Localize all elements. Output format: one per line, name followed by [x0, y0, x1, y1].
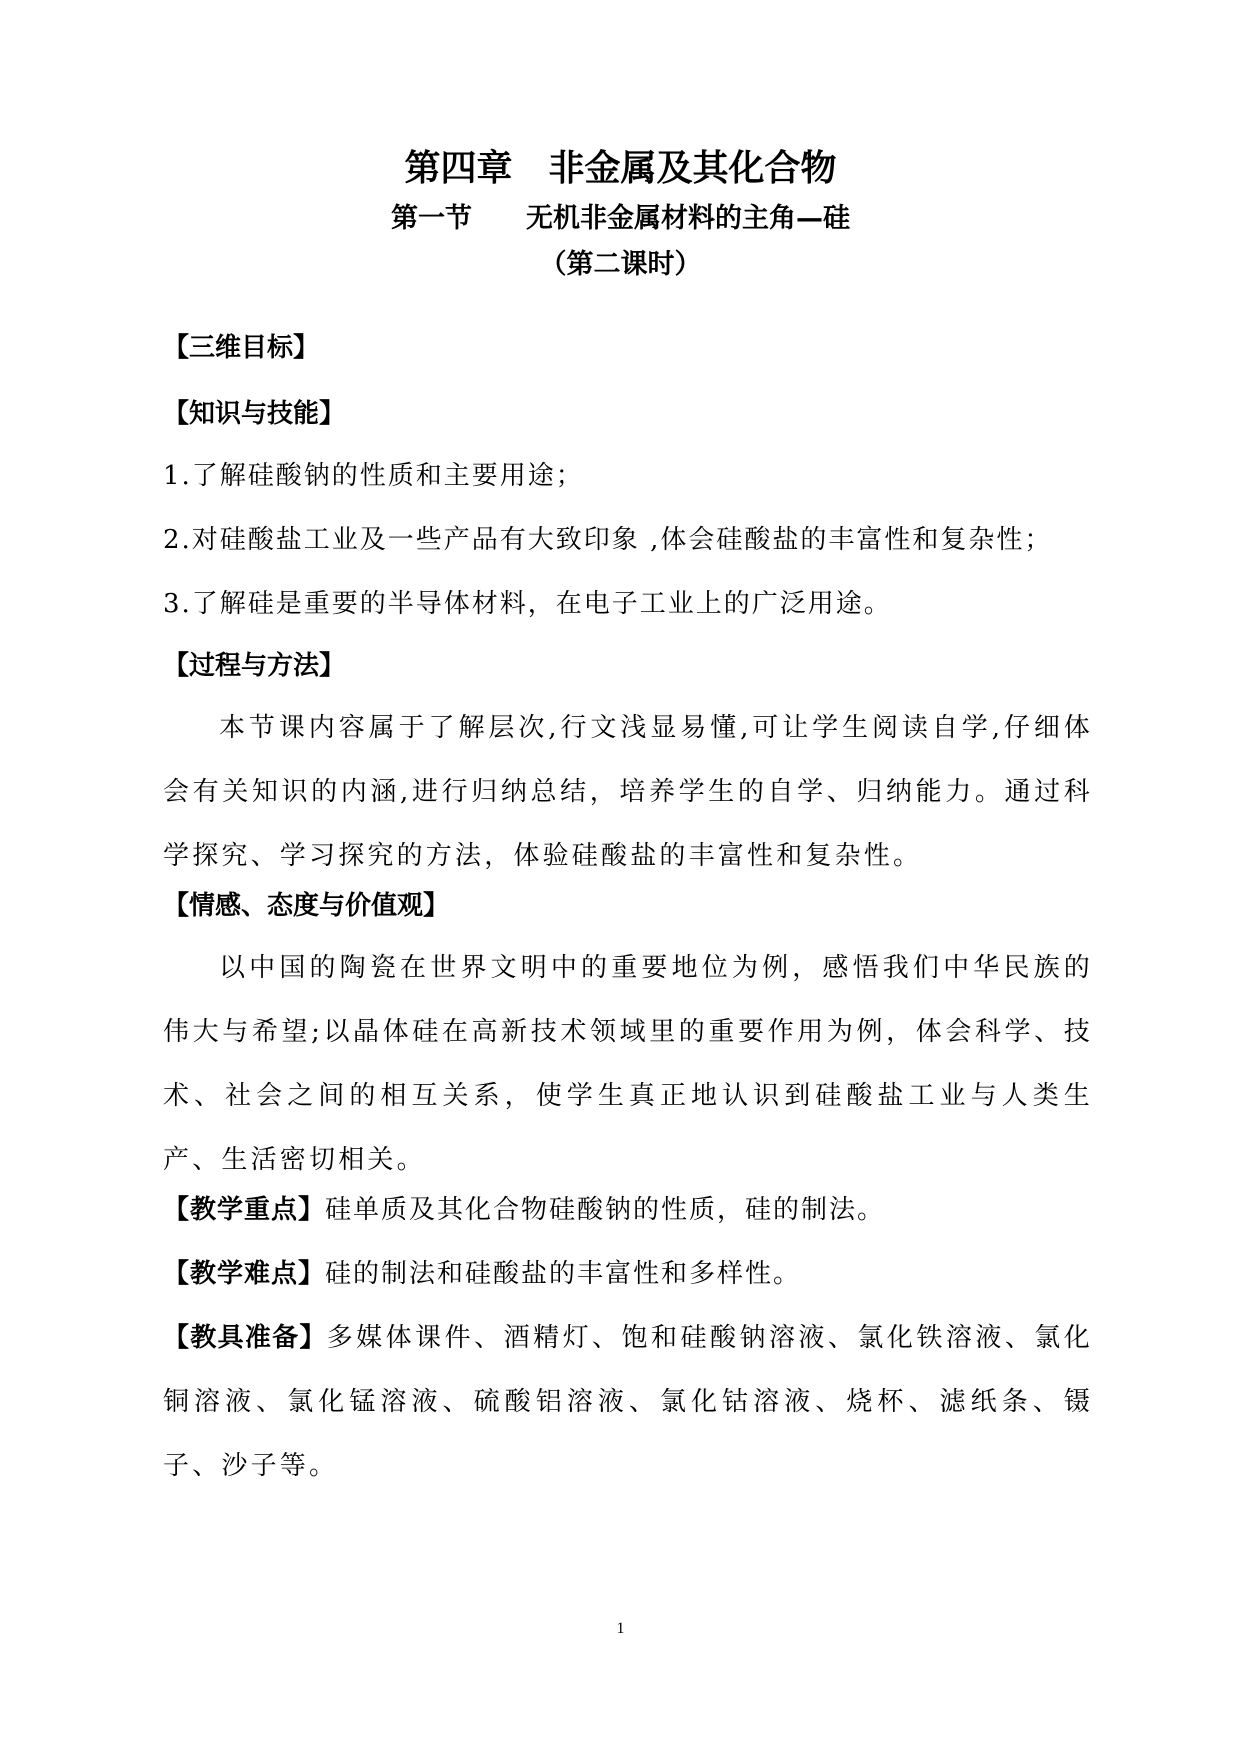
process-methods-heading: 【过程与方法】 — [163, 651, 346, 681]
materials-heading: 【教具准备】 — [163, 1323, 327, 1353]
materials-paragraph — [163, 1306, 1093, 1498]
chapter-title: 第四章 非金属及其化合物 — [404, 148, 837, 189]
lesson-subtitle: （第二课时） — [539, 249, 702, 280]
knowledge-item-3: 3.了解硅是重要的半导体材料，在电子工业上的广泛用途。 — [163, 589, 892, 619]
key-points-line — [163, 1192, 885, 1228]
section-title: 第一节 无机非金属材料的主角—硅 — [391, 203, 850, 234]
difficult-points-heading: 【教学难点】 — [163, 1259, 326, 1289]
difficult-points-line — [163, 1256, 801, 1292]
key-points-heading: 【教学重点】 — [163, 1195, 326, 1225]
page-number: 1 — [616, 1620, 625, 1637]
knowledge-item-2: 2.对硅酸盐工业及一些产品有大致印象 ,体会硅酸盐的丰富性和复杂性； — [163, 525, 1053, 555]
key-points-text: 硅单质及其化合物硅酸钠的性质，硅的制法。 — [325, 1195, 886, 1225]
knowledge-skills-heading: 【知识与技能】 — [163, 399, 346, 429]
three-goals-heading: 【三维目标】 — [163, 333, 320, 363]
process-methods-paragraph: 本节课内容属于了解层次,行文浅显易懂,可让学生阅读自学,仔细体会有关知识的内涵,进行归纳总结，培养学生的自学、归纳能力。通过科学探究、学习探究的方法，体验硅酸盐的丰富性和复杂性。 — [163, 713, 1093, 871]
knowledge-item-1: 1.了解硅酸钠的性质和主要用途； — [163, 461, 584, 491]
materials-text: 多媒体课件、酒精灯、饱和硅酸钠溶液、氯化铁溶液、氯化铜溶液、氯化锰溶液、硫酸铝溶液、氯化钴溶液、烧杯、滤纸条、镊子、沙子等。 — [163, 1323, 1093, 1481]
emotion-values-heading: 【情感、态度与价值观】 — [163, 891, 450, 921]
difficult-points-text: 硅的制法和硅酸盐的丰富性和多样性。 — [325, 1259, 802, 1289]
emotion-values-paragraph: 以中国的陶瓷在世界文明中的重要地位为例，感悟我们中华民族的伟大与希望;以晶体硅在高新技术领域里的重要作用为例，体会科学、技术、社会之间的相互关系，使学生真正地认识到硅酸盐工业与人类生产、生活密切相关。 — [163, 953, 1093, 1175]
